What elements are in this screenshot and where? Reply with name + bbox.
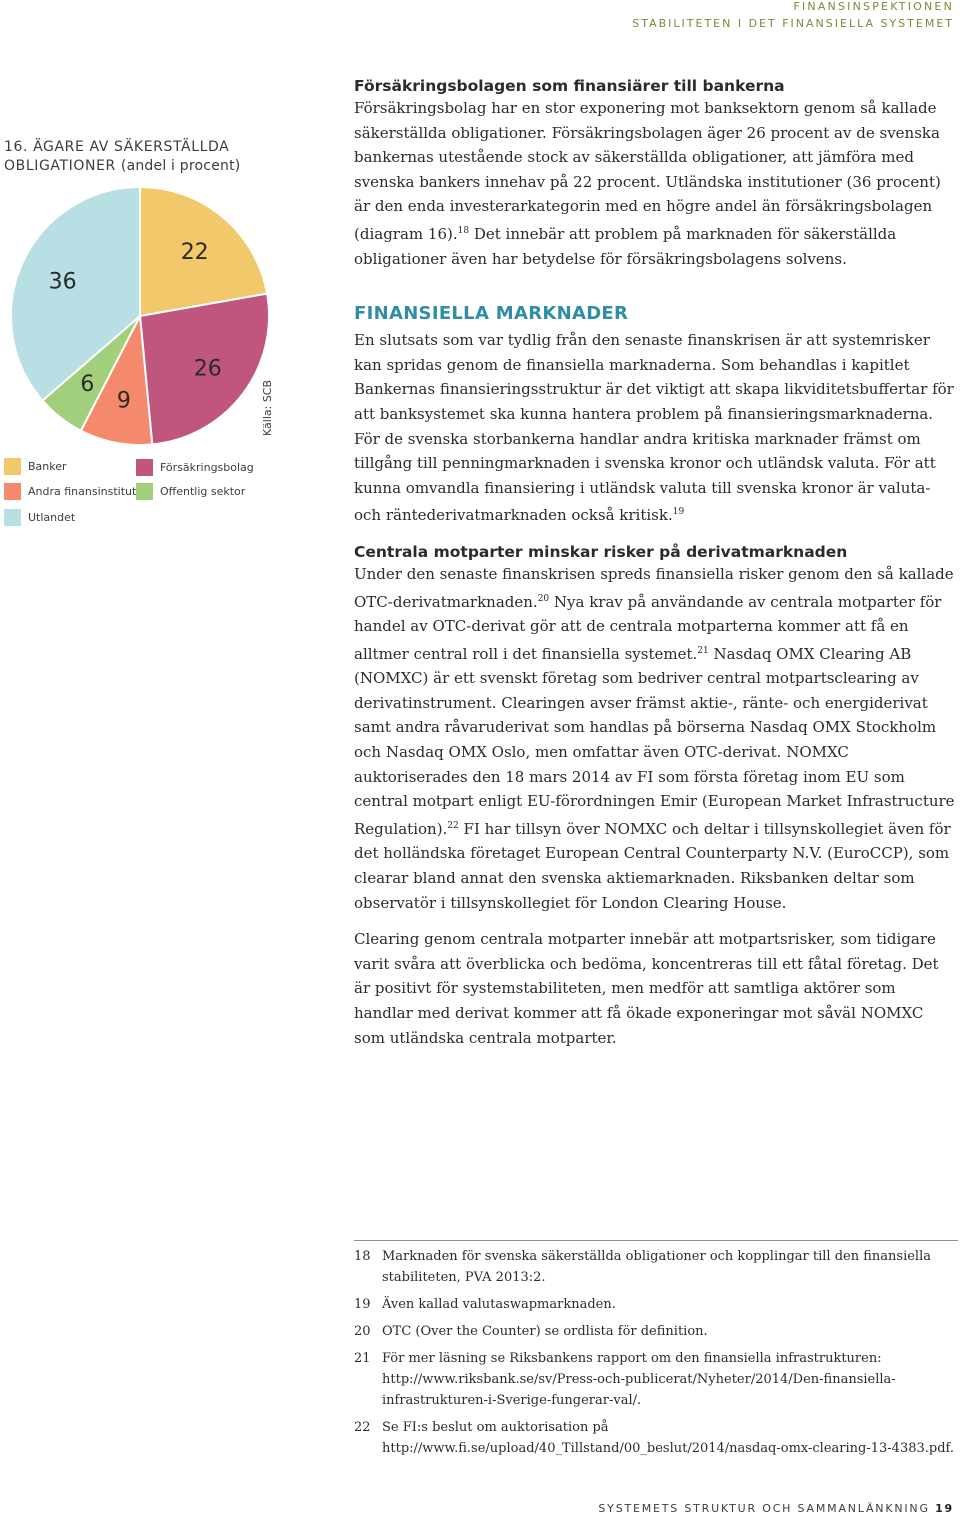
paragraph-insurers-text-b: Det innebär att problem på marknaden för säkerställda obligationer även har betydelse för försäkringsbolagens solvens. bbox=[354, 224, 897, 268]
paragraph-ccp-text-d: FI har tillsyn över NOMXC och deltar i tillsynskollegiet även för det holländska företaget European Central Counterparty N.V. (EuroCCP), som clearar bland annat den svenska aktiemarknaden. Riksbanken deltar som observatör i tillsynskollegiet för London Clearing House. bbox=[354, 819, 951, 912]
pie-chart bbox=[0, 0, 300, 560]
footnote-number: 20 bbox=[354, 1324, 371, 1339]
footnote-text: För mer läsning se Riksbankens rapport om den finansiella infrastrukturen: http://www.riksbank.se/sv/Press-och-publicerat/Nyheter/2014/Den-finansiella-infrastrukturen-i-Sverige-fungerar-val/. bbox=[382, 1351, 896, 1408]
pie-label-offentlig-sektor: 6 bbox=[80, 371, 95, 397]
footnote-ref-19[interactable]: 19 bbox=[672, 507, 685, 518]
footnote-ref-20[interactable]: 20 bbox=[537, 593, 550, 604]
legend-item-banker bbox=[4, 458, 67, 475]
paragraph-ccp-text-a: Under den senaste finanskrisen spreds finansiella risker genom den så kallade OTC-derivatmarknaden. bbox=[354, 564, 954, 611]
footnote bbox=[354, 1348, 958, 1411]
footnote bbox=[354, 1321, 958, 1342]
legend-swatch-andra-finansinstitut bbox=[4, 483, 21, 500]
footnote-number: 21 bbox=[354, 1351, 371, 1366]
subhead-insurers: Försäkringsbolagen som finansiärer till bankerna bbox=[354, 77, 785, 95]
footnote-text: Även kallad valutaswapmarknaden. bbox=[382, 1297, 616, 1312]
footer-section: SYSTEMETS STRUKTUR OCH SAMMANLÄNKNING bbox=[598, 1502, 930, 1515]
legend-item-offentlig-sektor bbox=[136, 483, 245, 500]
section-title-markets: FINANSIELLA MARKNADER bbox=[354, 303, 629, 325]
footnote-text: Se FI:s beslut om auktorisation på http://www.fi.se/upload/40_Tillstand/00_beslut/2014/nasdaq-omx-clearing-13-4383.pdf. bbox=[382, 1420, 955, 1456]
legend-label-utlandet: Utlandet bbox=[28, 511, 76, 524]
footnote-number: 22 bbox=[354, 1420, 371, 1435]
paragraph-insurers-text-a: Försäkringsbolag har en stor exponering mot banksektorn genom så kallade säkerställda obligationer. Försäkringsbolagen äger 26 procent av de svenska bankernas utestående stock av säkerställda obligationer, att jämföra med svenska bankers innehav på 22 procent. Utländska institutioner (36 procent) är den enda investerarkategorin med en högre andel än försäkringsbolagen (diagram 16). bbox=[354, 99, 941, 243]
paragraph-markets-text: En slutsats som var tydlig från den senaste finanskrisen är att systemrisker kan spridas genom de finansiella marknaderna. Som behandlas i kapitlet Bankernas finansieringsstruktur är det viktigt att skapa likviditetsbuffertar för att banksystemet ska kunna hantera problem på finansieringsmarknaderna. För de svenska storbankerna handlar andra kritiska marknader främst om tillgång till penningmarknaden i svenska kronor och utländsk valuta. För att kunna omvandla finansiering i utländsk valuta till svenska kronor är valuta- och räntederivatmarknaden också kritisk. bbox=[354, 331, 954, 525]
chart-source: Källa: SCB bbox=[261, 379, 274, 436]
footnote-ref-22[interactable]: 22 bbox=[447, 820, 459, 831]
footnote bbox=[354, 1246, 958, 1288]
legend-swatch-banker bbox=[4, 458, 21, 475]
pie-label-andra-finansinstitut: 9 bbox=[116, 388, 131, 414]
main-column bbox=[354, 76, 958, 1050]
legend-label-banker: Banker bbox=[28, 460, 67, 473]
footnote-ref-21[interactable]: 21 bbox=[697, 645, 709, 656]
paragraph-insurers bbox=[354, 96, 958, 271]
footnote-ref-18[interactable]: 18 bbox=[457, 225, 470, 236]
footnote-number: 18 bbox=[354, 1249, 371, 1264]
legend-swatch-offentlig-sektor bbox=[136, 483, 153, 500]
legend-label-andra-finansinstitut: Andra finansinstitut bbox=[28, 485, 137, 498]
footnote bbox=[354, 1294, 958, 1315]
legend-item-andra-finansinstitut bbox=[4, 483, 136, 500]
paragraph-ccp-text-b: Nya krav på användande av centrala motparter för handel av OTC-derivat gör att de centrala motparterna kommer att få en alltmer central roll i det finansiella systemet. bbox=[354, 592, 942, 663]
running-header-report: STABILITETEN I DET FINANSIELLA SYSTEMET bbox=[632, 17, 954, 30]
running-header-org: FINANSINSPEKTIONEN bbox=[793, 0, 954, 13]
pie-label-banker: 22 bbox=[180, 239, 209, 265]
running-footer bbox=[598, 1502, 954, 1515]
pie-label-utlandet: 36 bbox=[48, 269, 77, 295]
legend-item-utlandet bbox=[4, 509, 75, 526]
paragraph-markets bbox=[354, 328, 958, 528]
pie-label-forsakringsbolag: 26 bbox=[193, 356, 222, 382]
paragraph-clearing: Clearing genom centrala motparter innebär att motpartsrisker, som tidigare varit svåra att överblicka och bedöma, koncentreras till ett fåtal företag. Det är positivt för systemstabiliteten, men medför att samtliga aktörer som handlar med derivat kommer att få ökade exponeringar mot såväl NOMXC som utländska centrala motparter. bbox=[354, 930, 939, 1047]
paragraph-ccp bbox=[354, 562, 958, 915]
footnote-text: Marknaden för svenska säkerställda obligationer och kopplingar till den finansiella stabiliteten, PVA 2013:2. bbox=[382, 1249, 931, 1285]
legend-swatch-utlandet bbox=[4, 509, 21, 526]
footnotes bbox=[354, 1240, 958, 1465]
chart-title-sub: (andel i procent) bbox=[120, 158, 241, 174]
subhead-ccp: Centrala motparter minskar risker på derivatmarknaden bbox=[354, 542, 848, 561]
paragraph-ccp-text-c: Nasdaq OMX Clearing AB (NOMXC) är ett svenskt företag som bedriver central motpartsclearing av derivatinstrument. Clearingen avser främst aktie-, ränte- och energiderivat samt andra råvaruderivat som handlas på börserna Nasdaq OMX Stockholm och Nasdaq OMX Oslo, men omfattar även OTC-derivat. NOMXC auktoriserades den 18 mars 2014 av FI som första företag inom EU som central motpart enligt EU-förordningen Emir (European Market Infrastructure Regulation). bbox=[354, 644, 955, 838]
footnote bbox=[354, 1417, 958, 1459]
legend-label-offentlig-sektor: Offentlig sektor bbox=[160, 485, 246, 498]
chart-title-main: 16. ÄGARE AV SÄKERSTÄLLDA OBLIGATIONER bbox=[4, 139, 230, 174]
page-number: 19 bbox=[935, 1502, 954, 1515]
footnote-text: OTC (Over the Counter) se ordlista för definition. bbox=[382, 1324, 708, 1339]
legend-label-forsakringsbolag: Försäkringsbolag bbox=[160, 461, 254, 474]
footnote-number: 19 bbox=[354, 1297, 371, 1312]
legend-swatch-forsakringsbolag bbox=[136, 459, 153, 476]
legend-item-forsakringsbolag bbox=[136, 459, 254, 476]
